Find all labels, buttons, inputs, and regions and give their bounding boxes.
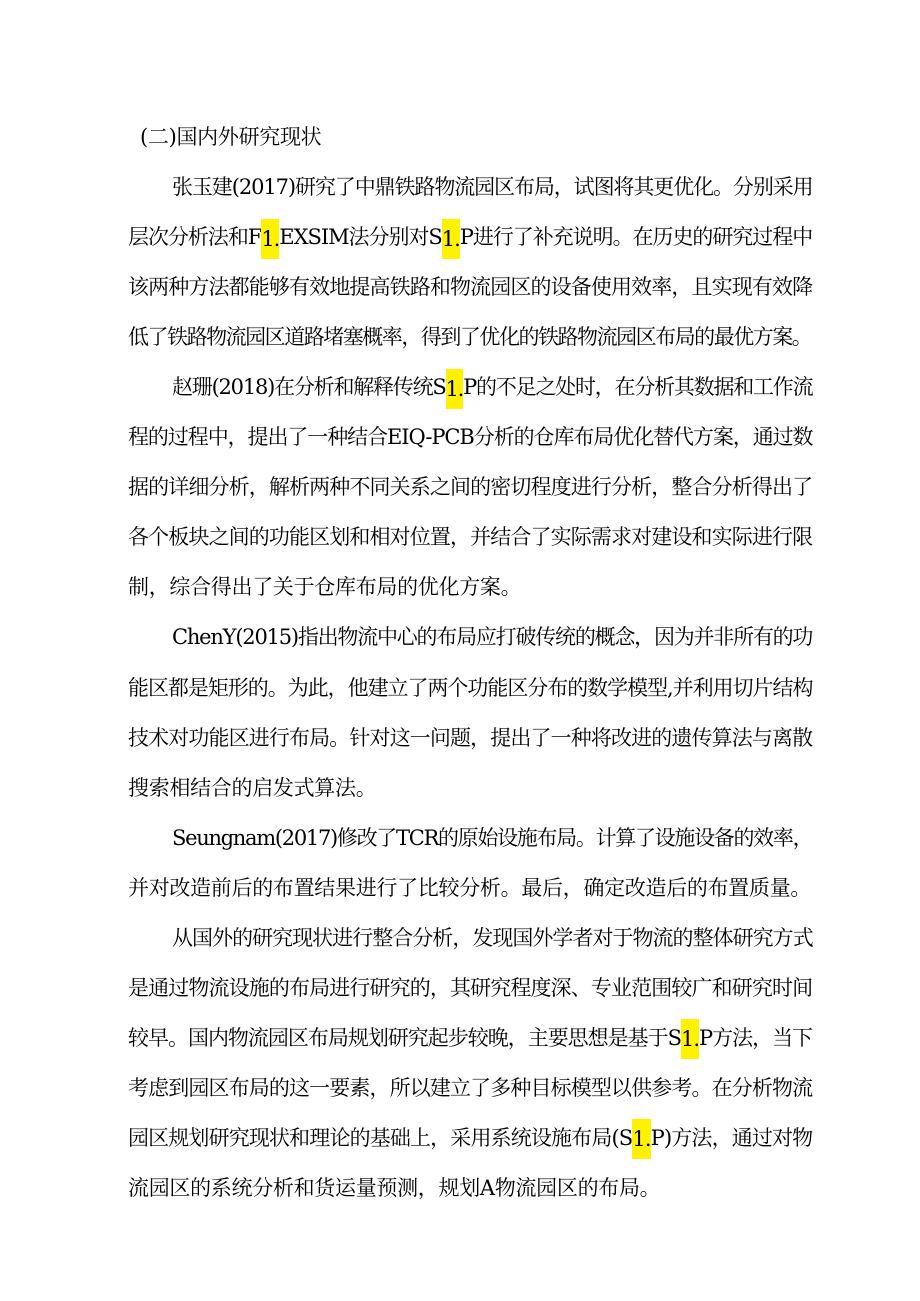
text-run: 考虑到园区布局的这一要素，所以建立了多种目标模型以供参考。在分析物流 bbox=[128, 1075, 813, 1100]
text-run: 张玉建(2017)研究了中鼎铁路物流园区布局，试图将其更优化。分别采用 bbox=[172, 175, 813, 199]
text-run: 赵珊(2018)在分析和解释传统S bbox=[172, 375, 446, 400]
paragraph-3-line-2 bbox=[128, 663, 812, 713]
text-run: 园区规划研究现状和理论的基础上，采用系统设施布局(S bbox=[128, 1125, 633, 1150]
text-run: ChenY(2015)指出物流中心的布局应打破传统的概念，因为并非所有的功 bbox=[172, 625, 813, 650]
highlighted-text: 1. bbox=[442, 219, 460, 259]
text-run: 该两种方法都能够有效地提高铁路和物流园区的设备使用效率，且实现有效降 bbox=[128, 275, 813, 300]
text-run: 各个板块之间的功能区划和相对位置，并结合了实际需求对建设和实际进行限 bbox=[128, 525, 813, 550]
paragraph-2-line-1 bbox=[172, 362, 812, 412]
highlighted-text: 1. bbox=[261, 219, 279, 259]
paragraph-3-line-3 bbox=[128, 713, 812, 763]
paragraph-1-line-4 bbox=[128, 312, 811, 362]
text-run: 低了铁路物流园区道路堵塞概率，得到了优化的铁路物流园区布局的最优方案。 bbox=[128, 325, 812, 350]
paragraph-2-line-2 bbox=[128, 412, 812, 462]
paragraph-5-line-5 bbox=[128, 1113, 812, 1163]
paragraph-5-line-1 bbox=[172, 913, 813, 963]
paragraph-5-line-3 bbox=[128, 1013, 812, 1063]
text-run: 较早。国内物流园区布局规划研究起步较晚，主要思想是基于S bbox=[128, 1025, 681, 1050]
paragraph-5-line-6 bbox=[128, 1163, 660, 1213]
text-run: 能区都是矩形的。为此，他建立了两个功能区分布的数学模型,并利用切片结构 bbox=[128, 675, 813, 700]
paragraph-3-line-4 bbox=[128, 763, 376, 813]
text-run: Seungnam(2017)修改了TCR的原始设施布局。计算了设施设备的效率， bbox=[172, 825, 813, 850]
text-run: P的不足之处时，在分析其数据和工作流 bbox=[463, 375, 813, 400]
paragraph-2-line-4 bbox=[128, 512, 812, 562]
text-run: P方法，当下 bbox=[699, 1025, 813, 1050]
text-run: P)方法，通过对物 bbox=[650, 1125, 813, 1150]
text-run: 技术对功能区进行布局。针对这一问题，提出了一种将改进的遗传算法与离散 bbox=[128, 725, 813, 750]
paragraph-1-line-3 bbox=[128, 262, 812, 312]
text-run: 从国外的研究现状进行整合分析，发现国外学者对于物流的整体研究方式 bbox=[172, 925, 813, 950]
section-heading: (二)国内外研究现状 bbox=[140, 125, 322, 149]
text-run: 流园区的系统分析和货运量预测，规划A物流园区的布局。 bbox=[128, 1176, 661, 1200]
text-run: EXSIM法分别对S bbox=[279, 225, 442, 250]
highlighted-text: 1. bbox=[681, 1019, 699, 1059]
paragraph-2-line-3 bbox=[128, 462, 812, 512]
text-run: 层次分析法和F bbox=[128, 225, 262, 250]
paragraph-3-line-1 bbox=[172, 612, 812, 662]
paragraph-5-line-2 bbox=[128, 963, 812, 1013]
text-run: 搜索相结合的启发式算法。 bbox=[128, 775, 377, 800]
paragraph-1-line-2 bbox=[128, 212, 812, 262]
text-run: 据的详细分析，解析两种不同关系之间的密切程度进行分析，整合分析得出了 bbox=[128, 475, 813, 500]
paragraph-4-line-2 bbox=[128, 863, 811, 913]
highlighted-text: 1. bbox=[446, 369, 464, 409]
text-run: 程的过程中，提出了一种结合EIQ-PCB分析的仓库布局优化替代方案，通过数 bbox=[128, 425, 813, 450]
text-run: P进行了补充说明。在历史的研究过程中 bbox=[459, 225, 813, 250]
text-run: 并对改造前后的布置结果进行了比较分析。最后，确定改造后的布置质量。 bbox=[128, 875, 812, 900]
text-run: 是通过物流设施的布局进行研究的，其研究程度深、专业范围较广和研究时间 bbox=[128, 975, 813, 1000]
text-run: 制，综合得出了关于仓库布局的优化方案。 bbox=[128, 575, 522, 600]
paragraph-1-line-1 bbox=[172, 162, 813, 212]
paragraph-4-line-1 bbox=[172, 813, 812, 863]
highlighted-text: 1. bbox=[632, 1119, 650, 1159]
paragraph-5-line-4 bbox=[128, 1063, 812, 1113]
paragraph-2-line-5 bbox=[128, 562, 521, 612]
